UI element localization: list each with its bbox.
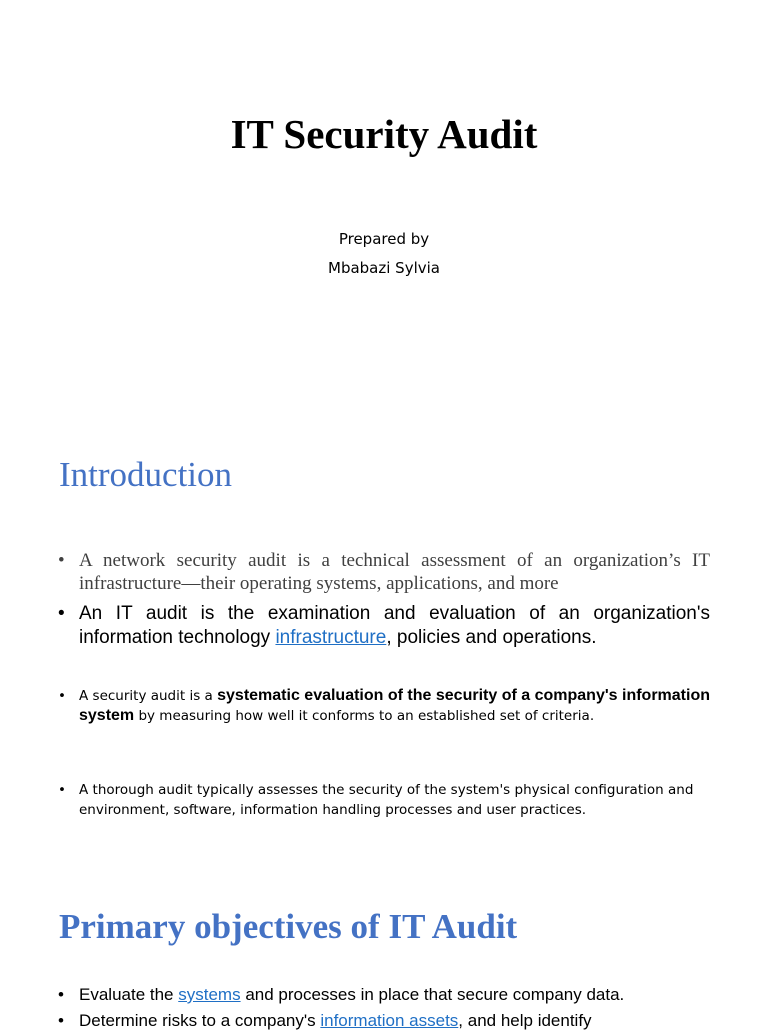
bullet-icon: •	[58, 782, 66, 798]
objective-bullet-1-text: Evaluate the	[79, 985, 179, 1004]
objective-bullet-1	[58, 984, 710, 1006]
author-name: Mbabazi Sylvia	[328, 259, 440, 277]
intro-bullet-1	[58, 549, 710, 595]
infrastructure-link[interactable]: infrastructure	[275, 627, 387, 648]
objectives-heading: Primary objectives of IT Audit	[59, 907, 518, 946]
intro-bullet-3-tail: by measuring how well it conforms to an established set of criteria.	[134, 708, 595, 724]
objective-bullet-2-tail: , and help identify	[458, 1011, 592, 1030]
bullet-icon: •	[58, 550, 65, 571]
intro-bullet-3-bold: systematic evaluation of the security of a company's information system	[79, 687, 710, 724]
objective-bullet-2-text: Determine risks to a company's	[79, 1011, 321, 1030]
objective-bullet-2	[58, 1010, 710, 1032]
intro-bullet-2-text: An IT audit is the examination and evaluation of an organization's information technology	[79, 603, 710, 648]
bullet-icon: •	[58, 985, 64, 1004]
intro-bullet-2	[58, 602, 710, 650]
bullet-icon: •	[58, 603, 65, 624]
intro-bullet-4-text: A thorough audit typically assesses the security of the system's physical configuration and environment, software, information handling processes and user practices.	[79, 782, 694, 818]
intro-bullet-3-text: A security audit is a	[79, 688, 218, 704]
information-assets-link[interactable]: information assets	[320, 1011, 459, 1030]
bullet-icon: •	[58, 1011, 64, 1030]
prepared-by-label: Prepared by	[338, 230, 430, 248]
intro-bullet-4	[58, 780, 710, 820]
intro-bullet-1-text: A network security audit is a technical assessment of an organization’s IT infrastructure—their operating systems, applications, and more	[79, 550, 710, 594]
bullet-icon: •	[58, 688, 66, 704]
intro-bullet-2-tail: , policies and operations.	[386, 627, 597, 648]
introduction-heading: Introduction	[59, 455, 233, 494]
slide-title: IT Security Audit	[230, 111, 538, 157]
systems-link[interactable]: systems	[178, 985, 241, 1004]
intro-bullet-3	[58, 686, 710, 726]
objective-bullet-1-tail: and processes in place that secure company data.	[240, 985, 625, 1004]
